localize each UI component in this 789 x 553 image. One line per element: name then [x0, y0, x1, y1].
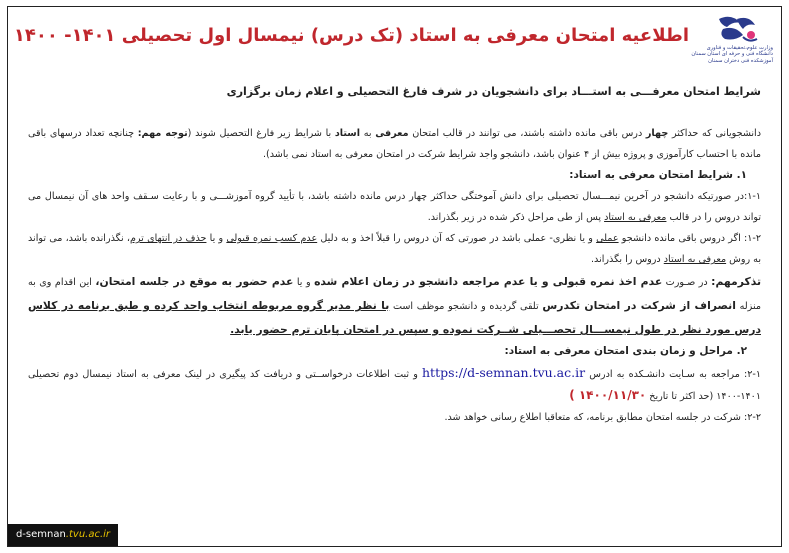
text: و ثبت اطلاعات درخواســتی و دریافت کد پیگیری در لینک معرفی به استاد نیمسال دوم تحصیلی ۱۴۰۱-۱۴۰۰ (حد اکثر تا تاریخ [28, 369, 761, 402]
text: توجه مهم: [137, 128, 188, 139]
subtitle: شرایط امتحان معرفـــی به استـــاد برای دانشجویان در شرف فارغ التحصیلی و اعلام زمان برگزاری [226, 85, 761, 98]
page-frame [7, 6, 782, 547]
watermark-text: .tvu.ac.ir [65, 529, 111, 540]
section-1-2-paragraph [28, 228, 761, 270]
intro-paragraph [28, 123, 761, 165]
logo-line: دانشگاه فنی و حرفه ای استان سمنان [691, 51, 773, 58]
text: و یا [293, 277, 315, 288]
text: دانشجویانی که حداکثر [668, 128, 761, 139]
text: ، نگذرانده باشد، می تواند به روش [28, 233, 761, 265]
section-2-heading: ۲. مراحل و زمان بندی امتحان معرفی به استاد: [504, 345, 747, 357]
text: حذف در انتهای ترم [129, 233, 207, 244]
text: معرفی به استاد [663, 254, 727, 265]
text: در صـورت [662, 277, 712, 288]
site-watermark [8, 524, 118, 546]
text: معرفی به استاد [604, 212, 667, 223]
text: این اقدام وی به منزله [28, 277, 761, 312]
section-1-1-paragraph [28, 186, 761, 228]
text: تلقی گردیده و دانشجو موظف است [389, 301, 543, 312]
text: عملی [596, 233, 619, 244]
important-note [28, 270, 761, 341]
text: با نظر مدیر گروه مربوطه انتخاب واحد کرده و طبق برنامه در کلاس درس مورد نظر در طول نیمســـال تحصـــیلی شــرکت نموده و سپس در امتحان پایان ترم حضور یابد. [28, 299, 761, 336]
text: ۱-۲: اگر دروس باقی مانده دانشجو [618, 233, 761, 244]
logo-text [691, 45, 773, 64]
section-2-1-paragraph [28, 362, 761, 407]
faculty-website-link[interactable]: https://d-semnan.tvu.ac.ir [422, 365, 586, 380]
deadline-date: ۱۴۰۰/۱۱/۳۰ [578, 388, 647, 402]
text: چهار [645, 128, 669, 139]
text: عدم کسب نمره قبولی [226, 233, 318, 244]
text: دروس را بگذراند. [590, 254, 664, 265]
logo-line: وزارت علوم،تحقیقات و فناوری [706, 45, 773, 51]
text: استاد [334, 128, 361, 139]
text: و یا نظری- عملی باشد در صورتی که آن دروس را قبلاً اخذ و به دلیل [317, 233, 597, 244]
watermark-text: d-semnan [15, 529, 66, 540]
text: با شرایط زیر فارغ التحصیل شوند ( [187, 128, 335, 139]
text: انصراف از شرکت در امتحان تکدرس [542, 299, 736, 312]
section-1-heading: ۱. شرایط امتحان معرفی به استاد: [569, 169, 747, 181]
text: عدم حضور به موقع در جلسه امتحان، [95, 275, 294, 288]
logo-emblem-icon [713, 15, 759, 45]
text: ۱-۱:در صورتیکه دانشجو در آخرین نیمـــسال تحصیلی برای دانش آموختگی حداکثر چهار درس مانده داشته باشد، با تأیید گروه آموزشـــی و با رعایت سـقف واحد های آن نیمسال می تواند دروس را در قالب [28, 191, 761, 223]
announcement-body [28, 123, 761, 428]
text: عدم اخذ نمره قبولی و یا عدم مراجعه دانشجو در زمان اعلام شده [314, 275, 663, 288]
section-2-2-paragraph: ۲-۲: شرکت در جلسه امتحان مطابق برنامه، که متعاقبا اطلاع رسانی خواهد شد. [444, 412, 761, 423]
text: درس باقی مانده داشته باشند، می توانند در قالب امتحان [408, 128, 646, 139]
university-logo [691, 15, 773, 73]
header [8, 7, 781, 69]
text: پس از طی مراحل ذکر شده در زیر بگذراند. [427, 212, 605, 223]
text: ) [569, 388, 579, 402]
text: به [360, 128, 376, 139]
text: و یا [206, 233, 227, 244]
text: معرفی [375, 128, 409, 139]
text: ۲-۱: مراجعه به سـایت دانشـکده به ادرس [585, 369, 761, 380]
logo-line: آموزشکده فنی دختران سمنان [708, 57, 773, 64]
text: تذکرمهم: [711, 275, 762, 288]
page-title: اطلاعیه امتحان معرفی به استاد (تک درس) نیمسال اول تحصیلی ۱۴۰۱- ۱۴۰۰ [13, 25, 689, 46]
text: چنانچه تعداد درسهای باقی مانده با احتساب کارآموزی و پروژه بیش از ۴ عنوان باشد، دانشجو واجد شرایط شرکت در امتحان معرفی به استاد نمی باشد). [28, 128, 761, 160]
